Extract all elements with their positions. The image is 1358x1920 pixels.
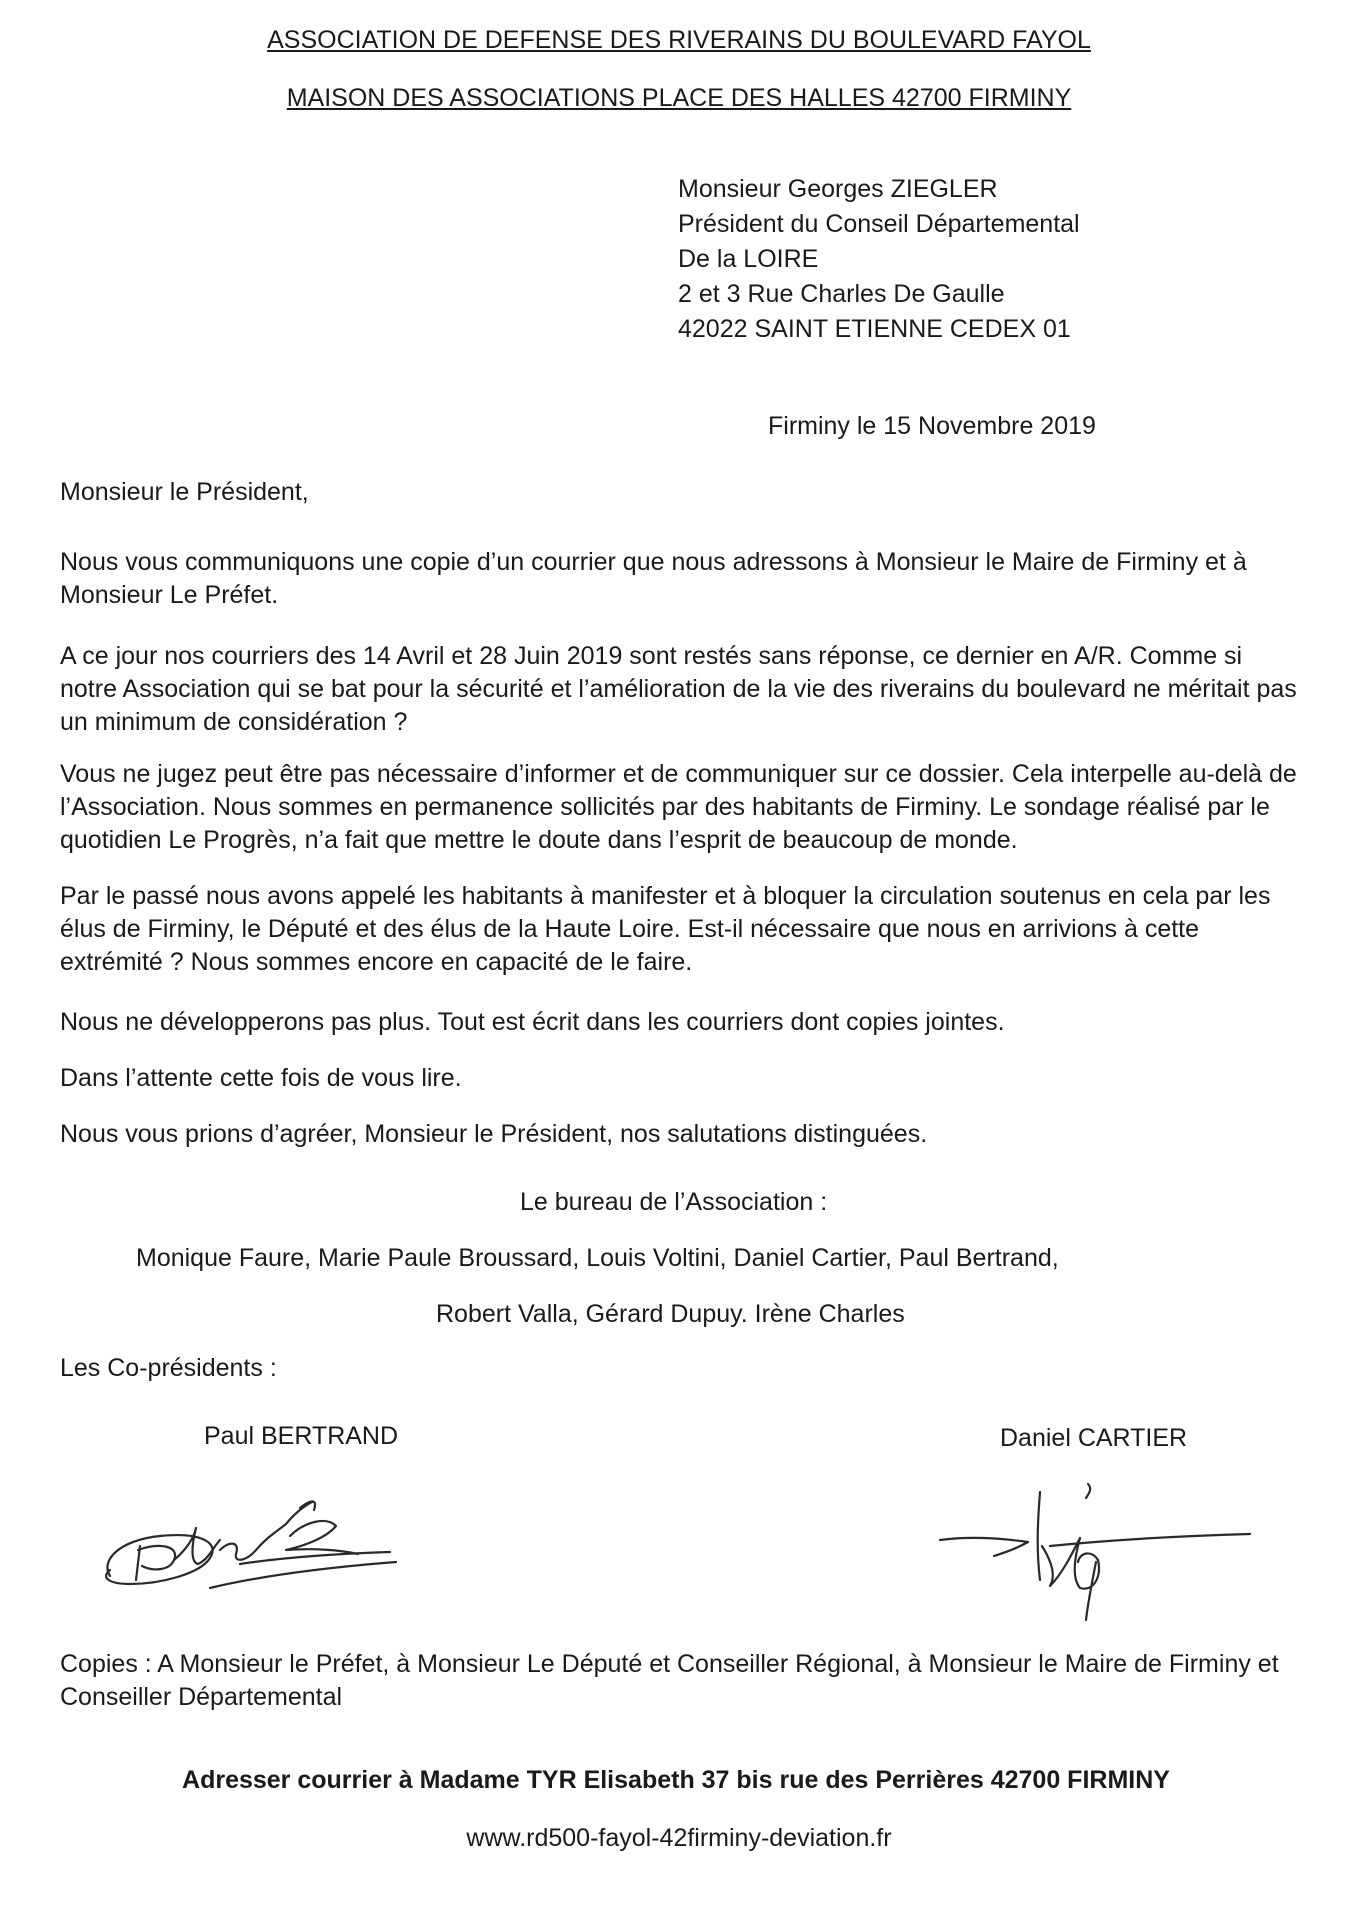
bureau-members-line-2: Robert Valla, Gérard Dupuy. Irène Charles [436,1300,905,1328]
copies-notice: Copies : A Monsieur le Préfet, à Monsieur Le Député et Conseiller Régional, à Monsieur le Maire de Firminy et Conseiller Départemental [60,1650,1279,1711]
body-paragraph-4: Par le passé nous avons appelé les habitants à manifester et à bloquer la circulation soutenus en cela par les élus de Firminy, le Député et des élus de la Haute Loire. Est-il nécessaire que nous en arrivions à cette extrémité ? Nous sommes encore en capacité de le faire. [60,882,1271,976]
website-link[interactable]: www.rd500-fayol-42firminy-deviation.fr [466,1824,892,1852]
body-paragraph-3: Vous ne jugez peut être pas nécessaire d’informer et de communiquer sur ce dossier. Cela interpelle au-delà de l’Association. Nous sommes en permanence sollicités par des habitants de Firminy. Le sondage réalisé par le quotidien Le Progrès, n’a fait que mettre le doute dans l’esprit de beaucoup de monde. [60,760,1297,854]
recipient-title: Président du Conseil Départemental [678,210,1080,238]
signature-right-image [930,1478,1260,1637]
signature-left-image [90,1480,420,1619]
bureau-label: Le bureau de l’Association : [520,1188,828,1216]
website-line [0,1822,1358,1855]
body-paragraph-2: A ce jour nos courriers des 14 Avril et 28 Juin 2019 sont restés sans réponse, ce dernier en A/R. Comme si notre Association qui se bat pour la sécurité et l’amélioration de la vie des riverains du boulevard ne méritait pas un minimum de considération ? [60,642,1297,736]
association-name-heading: ASSOCIATION DE DEFENSE DES RIVERAINS DU BOULEVARD FAYOL [267,26,1091,54]
copresidents-label: Les Co-présidents : [60,1354,277,1382]
recipient-block [678,172,1080,347]
letter-date: Firminy le 15 Novembre 2019 [768,412,1096,440]
mailing-address-line [0,1764,1358,1797]
association-address-heading: MAISON DES ASSOCIATIONS PLACE DES HALLES 42700 FIRMINY [286,84,1072,112]
mailing-address: Adresser courrier à Madame TYR Elisabeth 37 bis rue des Perrières 42700 FIRMINY [182,1766,1170,1794]
recipient-name: Monsieur Georges ZIEGLER [678,175,998,203]
bureau-members-line-1: Monique Faure, Marie Paule Broussard, Louis Voltini, Daniel Cartier, Paul Bertrand, [136,1244,1059,1272]
closing-formula: Nous vous prions d’agréer, Monsieur le Président, nos salutations distinguées. [60,1120,928,1148]
signature-left-drawing [90,1480,420,1610]
salutation: Monsieur le Président, [60,478,309,506]
body-paragraph-5: Nous ne développerons pas plus. Tout est écrit dans les courriers dont copies jointes. [60,1008,1005,1036]
body-paragraph-1: Nous vous communiquons une copie d’un courrier que nous adressons à Monsieur le Maire de Firminy et à Monsieur Le Préfet. [60,548,1247,609]
recipient-street: 2 et 3 Rue Charles De Gaulle [678,280,1005,308]
signature-right-drawing [930,1478,1260,1628]
copresident-left-name: Paul BERTRAND [204,1422,399,1450]
recipient-city: 42022 SAINT ETIENNE CEDEX 01 [678,315,1071,343]
body-paragraph-6: Dans l’attente cette fois de vous lire. [60,1064,462,1092]
recipient-department: De la LOIRE [678,245,819,273]
copresident-right-name: Daniel CARTIER [1000,1424,1188,1452]
